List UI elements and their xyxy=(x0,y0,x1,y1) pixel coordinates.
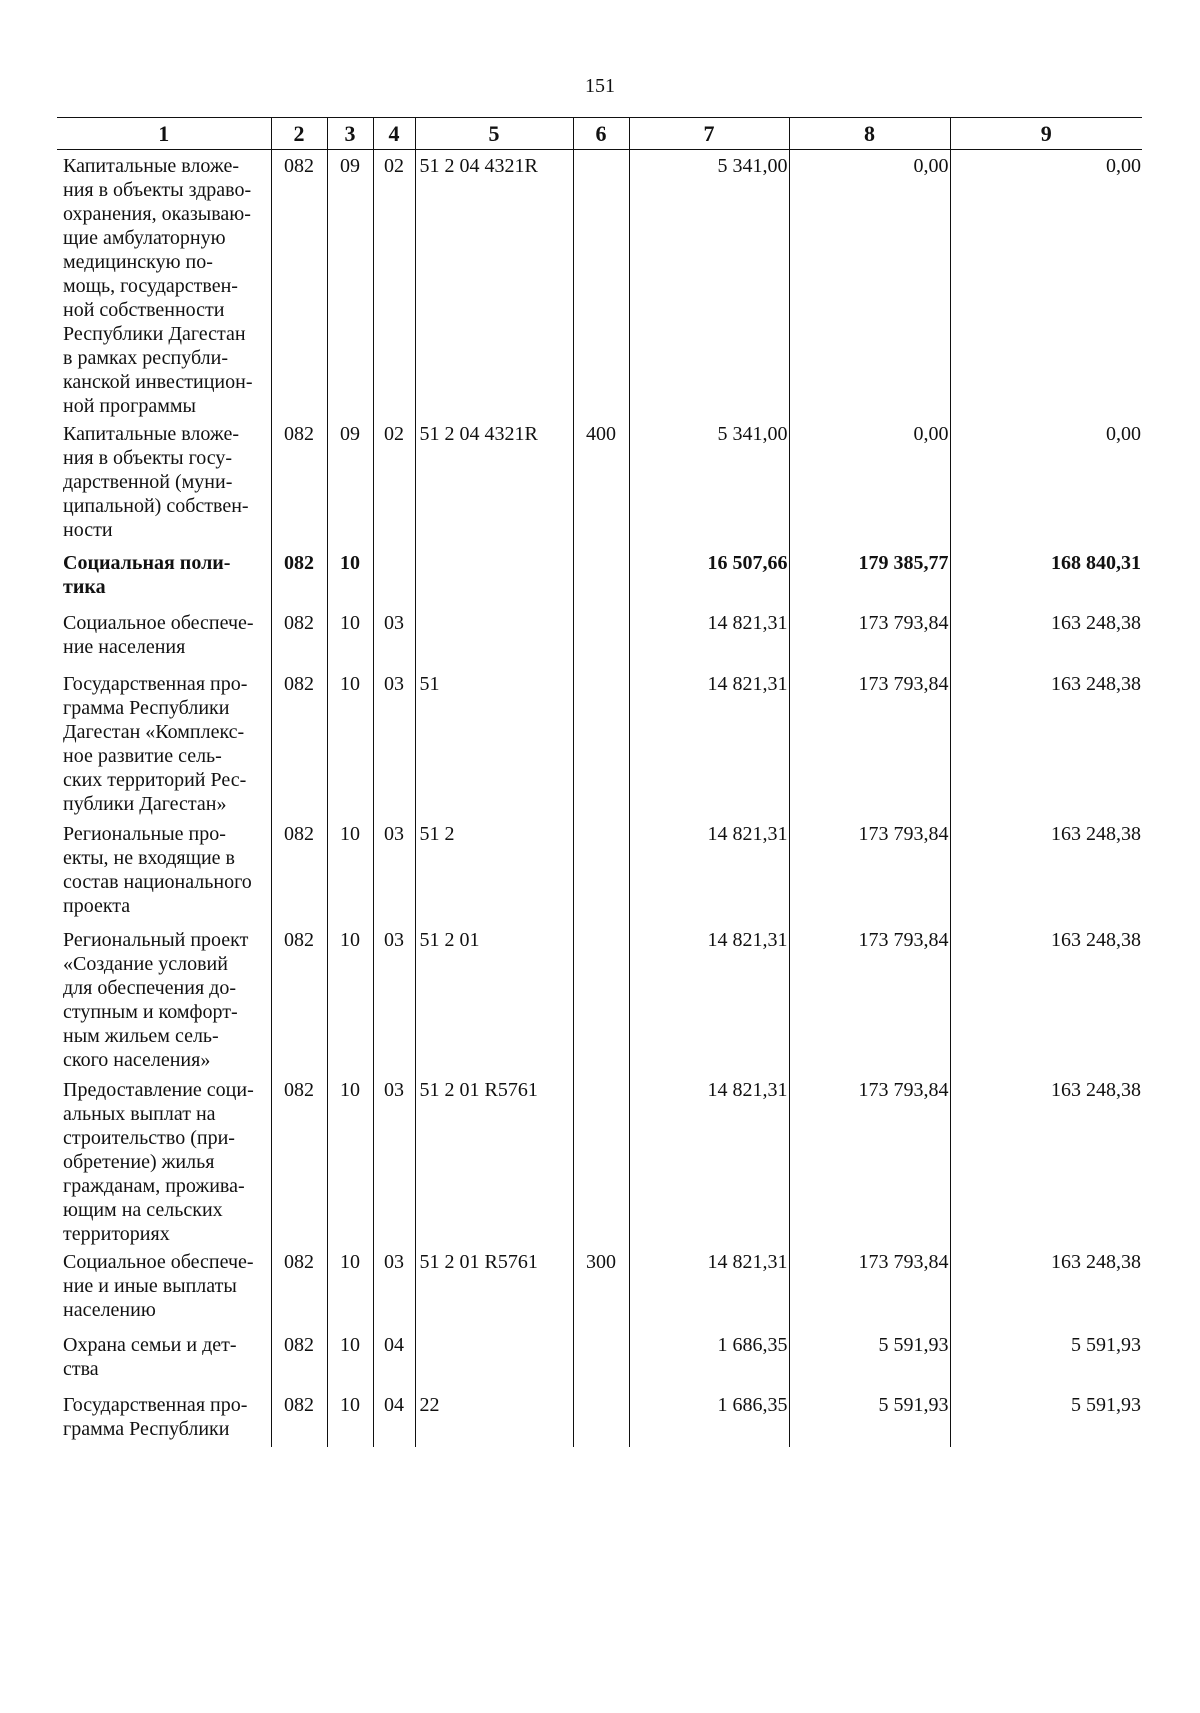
cell-target-article xyxy=(415,1329,573,1389)
header-cell: 8 xyxy=(789,118,950,150)
cell-amount-col9: 5 591,93 xyxy=(950,1389,1142,1447)
cell-admin-code: 082 xyxy=(271,607,327,668)
table-row xyxy=(57,150,1142,419)
cell-subsection: 02 xyxy=(373,418,415,547)
table-row xyxy=(57,1329,1142,1389)
cell-amount-col8: 173 793,84 xyxy=(789,607,950,668)
cell-amount-col8: 173 793,84 xyxy=(789,1246,950,1329)
cell-admin-code: 082 xyxy=(271,924,327,1074)
header-cell: 5 xyxy=(415,118,573,150)
cell-amount-col7: 14 821,31 xyxy=(629,1246,789,1329)
cell-target-article: 51 2 xyxy=(415,818,573,924)
cell-amount-col9: 0,00 xyxy=(950,418,1142,547)
cell-amount-col9: 163 248,38 xyxy=(950,1074,1142,1246)
cell-section: 10 xyxy=(327,1074,373,1246)
cell-section: 10 xyxy=(327,668,373,818)
cell-expense-type xyxy=(573,924,629,1074)
cell-expense-type xyxy=(573,1074,629,1246)
header-cell: 1 xyxy=(57,118,271,150)
table-row xyxy=(57,607,1142,668)
cell-target-article: 51 2 01 R5761 xyxy=(415,1074,573,1246)
cell-amount-col7: 16 507,66 xyxy=(629,547,789,607)
cell-amount-col9: 0,00 xyxy=(950,150,1142,419)
cell-item-name: Социальное обеспече- ние и иные выплаты населению xyxy=(63,1251,254,1321)
cell-item-name: Региональные про- екты, не входящие в состав национального проекта xyxy=(63,823,252,917)
header-row xyxy=(57,118,1142,150)
cell-target-article: 51 2 01 R5761 xyxy=(415,1246,573,1329)
cell-expense-type xyxy=(573,818,629,924)
cell-amount-col8: 173 793,84 xyxy=(789,1074,950,1246)
cell-target-article: 51 xyxy=(415,668,573,818)
cell-amount-col7: 5 341,00 xyxy=(629,150,789,419)
cell-item-name: Социальное обеспече- ние населения xyxy=(63,612,254,658)
cell-amount-col7: 14 821,31 xyxy=(629,1074,789,1246)
cell-amount-col9: 163 248,38 xyxy=(950,924,1142,1074)
cell-target-article xyxy=(415,547,573,607)
cell-amount-col7: 5 341,00 xyxy=(629,418,789,547)
table-row xyxy=(57,924,1142,1074)
cell-item-name: Капитальные вложе- ния в объекты госу- дарственной (муни- ципальной) собствен- ности xyxy=(63,423,249,541)
cell-amount-col7: 14 821,31 xyxy=(629,924,789,1074)
cell-section: 10 xyxy=(327,818,373,924)
cell-expense-type xyxy=(573,668,629,818)
cell-amount-col9: 163 248,38 xyxy=(950,668,1142,818)
cell-subsection: 03 xyxy=(373,668,415,818)
cell-subsection: 03 xyxy=(373,607,415,668)
header-cell: 7 xyxy=(629,118,789,150)
table-row xyxy=(57,1389,1142,1447)
cell-amount-col8: 173 793,84 xyxy=(789,818,950,924)
cell-item-name: Государственная про- грамма Республики Дагестан «Комплекс- ное развитие сель- ских территорий Рес- публики Дагестан» xyxy=(63,673,248,815)
page-number: 151 xyxy=(585,75,615,97)
cell-expense-type xyxy=(573,150,629,419)
cell-amount-col9: 163 248,38 xyxy=(950,607,1142,668)
table-row xyxy=(57,668,1142,818)
header-cell: 4 xyxy=(373,118,415,150)
cell-section: 10 xyxy=(327,924,373,1074)
cell-expense-type xyxy=(573,1329,629,1389)
cell-expense-type: 400 xyxy=(573,418,629,547)
cell-expense-type xyxy=(573,607,629,668)
cell-admin-code: 082 xyxy=(271,1329,327,1389)
cell-amount-col9: 163 248,38 xyxy=(950,1246,1142,1329)
cell-item-name: Региональный проект «Создание условий для обеспечения до- ступным и комфорт- ным жильем сель- ского населения» xyxy=(63,929,249,1071)
cell-admin-code: 082 xyxy=(271,547,327,607)
cell-admin-code: 082 xyxy=(271,1246,327,1329)
table-row xyxy=(57,1246,1142,1329)
cell-subsection: 03 xyxy=(373,818,415,924)
header-cell: 6 xyxy=(573,118,629,150)
cell-target-article: 51 2 04 4321R xyxy=(415,418,573,547)
cell-amount-col8: 5 591,93 xyxy=(789,1329,950,1389)
budget-table xyxy=(57,117,1142,1447)
cell-subsection: 03 xyxy=(373,1074,415,1246)
table-row xyxy=(57,1074,1142,1246)
cell-item-name: Государственная про- грамма Республики xyxy=(63,1394,248,1440)
cell-amount-col7: 1 686,35 xyxy=(629,1389,789,1447)
cell-subsection: 04 xyxy=(373,1389,415,1447)
cell-admin-code: 082 xyxy=(271,1389,327,1447)
cell-section: 10 xyxy=(327,1329,373,1389)
cell-section: 10 xyxy=(327,607,373,668)
cell-item-name: Социальная поли- тика xyxy=(63,552,231,598)
cell-section: 10 xyxy=(327,1389,373,1447)
cell-section: 09 xyxy=(327,150,373,419)
cell-amount-col8: 173 793,84 xyxy=(789,668,950,818)
cell-target-article xyxy=(415,607,573,668)
cell-expense-type xyxy=(573,547,629,607)
cell-expense-type xyxy=(573,1389,629,1447)
cell-amount-col8: 0,00 xyxy=(789,150,950,419)
cell-amount-col7: 14 821,31 xyxy=(629,668,789,818)
cell-amount-col7: 1 686,35 xyxy=(629,1329,789,1389)
cell-item-name: Капитальные вложе- ния в объекты здраво- охранения, оказываю- щие амбулаторную медицинскую по- мощь, государствен- ной собственности Республики Дагестан в рамках республи- канской инвестицион- ной программы xyxy=(63,155,253,417)
cell-item-name: Охрана семьи и дет- ства xyxy=(63,1334,237,1380)
header-cell: 3 xyxy=(327,118,373,150)
cell-amount-col7: 14 821,31 xyxy=(629,818,789,924)
cell-target-article: 51 2 01 xyxy=(415,924,573,1074)
cell-amount-col9: 5 591,93 xyxy=(950,1329,1142,1389)
cell-amount-col8: 173 793,84 xyxy=(789,924,950,1074)
cell-expense-type: 300 xyxy=(573,1246,629,1329)
cell-section: 10 xyxy=(327,547,373,607)
cell-admin-code: 082 xyxy=(271,418,327,547)
cell-amount-col8: 179 385,77 xyxy=(789,547,950,607)
cell-subsection: 02 xyxy=(373,150,415,419)
cell-subsection xyxy=(373,547,415,607)
table-row xyxy=(57,418,1142,547)
cell-amount-col7: 14 821,31 xyxy=(629,607,789,668)
cell-amount-col8: 0,00 xyxy=(789,418,950,547)
cell-target-article: 22 xyxy=(415,1389,573,1447)
table-row xyxy=(57,547,1142,607)
cell-subsection: 03 xyxy=(373,1246,415,1329)
header-cell: 2 xyxy=(271,118,327,150)
cell-target-article: 51 2 04 4321R xyxy=(415,150,573,419)
cell-item-name: Предоставление соци- альных выплат на строительство (при- обретение) жилья гражданам, прожива- ющим на сельских территориях xyxy=(63,1079,254,1245)
cell-admin-code: 082 xyxy=(271,818,327,924)
cell-admin-code: 082 xyxy=(271,150,327,419)
cell-subsection: 04 xyxy=(373,1329,415,1389)
cell-admin-code: 082 xyxy=(271,1074,327,1246)
cell-subsection: 03 xyxy=(373,924,415,1074)
cell-admin-code: 082 xyxy=(271,668,327,818)
header-cell: 9 xyxy=(950,118,1142,150)
cell-section: 09 xyxy=(327,418,373,547)
cell-amount-col8: 5 591,93 xyxy=(789,1389,950,1447)
cell-amount-col9: 163 248,38 xyxy=(950,818,1142,924)
cell-amount-col9: 168 840,31 xyxy=(950,547,1142,607)
cell-section: 10 xyxy=(327,1246,373,1329)
table-row xyxy=(57,818,1142,924)
